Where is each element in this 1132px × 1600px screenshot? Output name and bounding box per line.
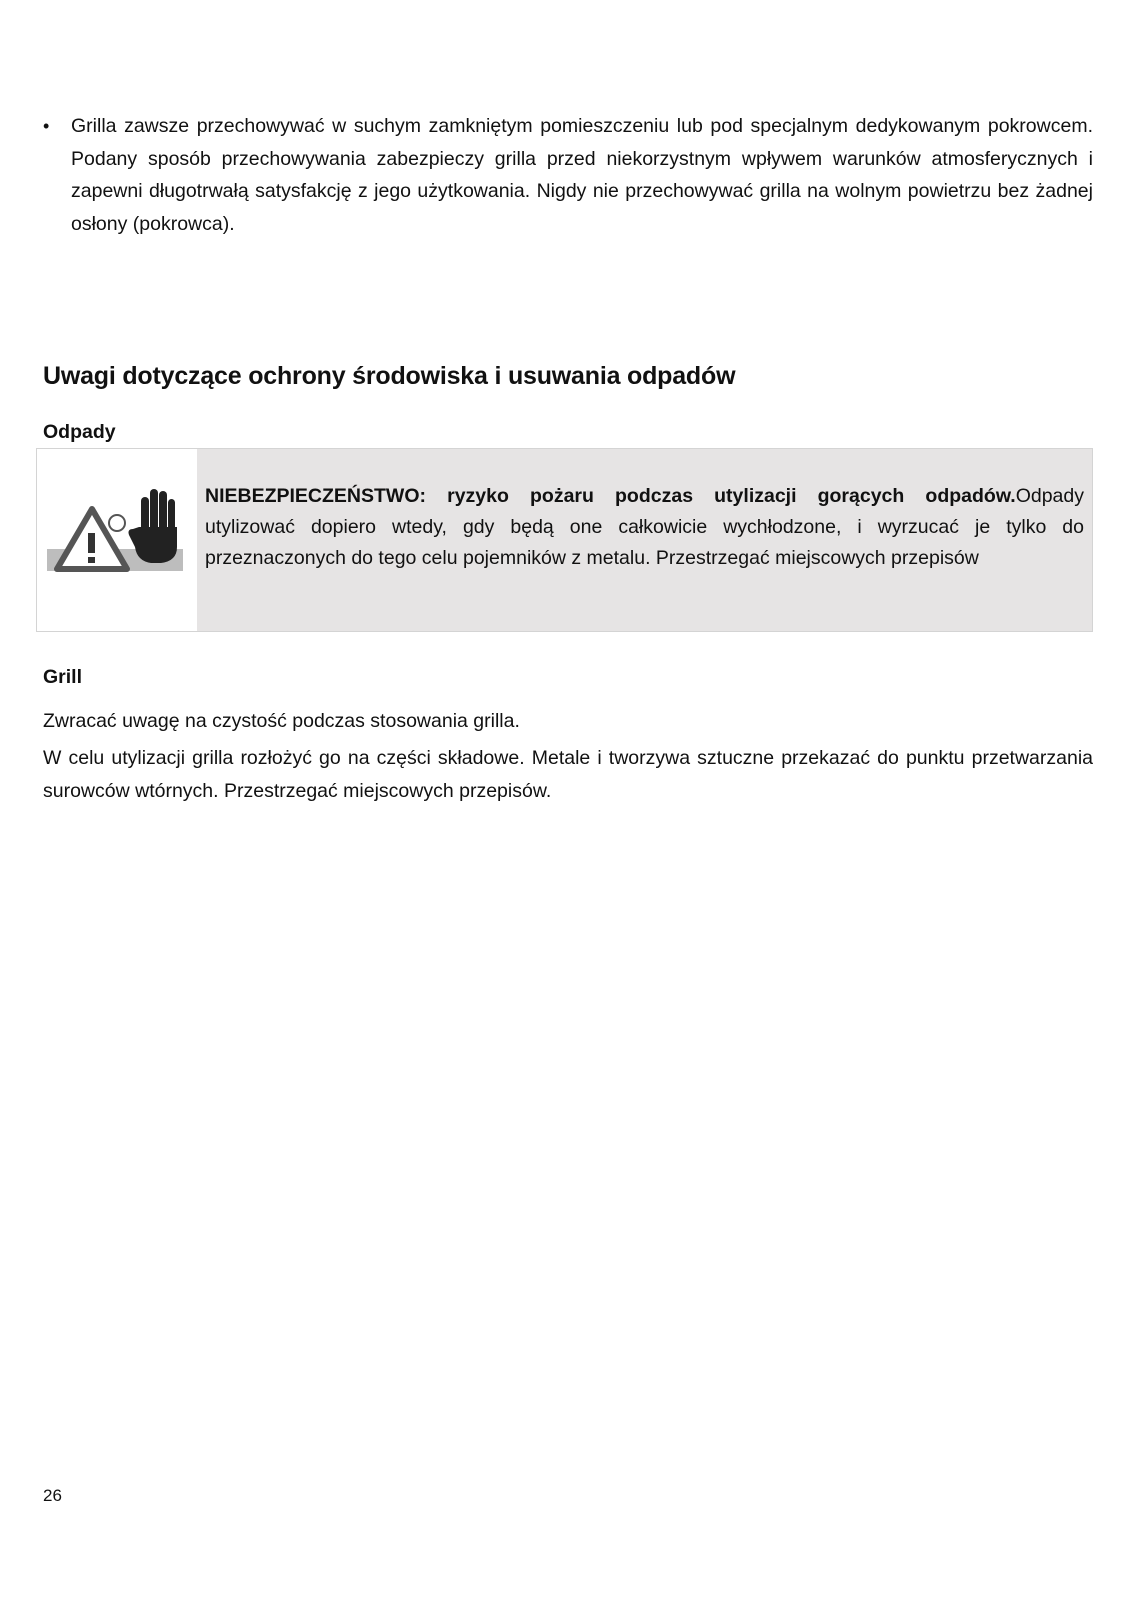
warning-icon-cell — [37, 449, 196, 631]
grill-paragraph-2: W celu utylizacji grilla rozłożyć go na części składowe. Metale i tworzywa sztuczne przekazać do punktu przetwarzania surowców wtórnych. Przestrzegać miejscowych przepisów. — [43, 747, 1093, 802]
bullet-symbol: • — [43, 116, 50, 136]
storage-bullet-list — [43, 110, 1093, 240]
warning-box — [36, 448, 1093, 632]
warning-body-text: Odpady utylizować dopiero wtedy, gdy będą one całkowicie wychłodzone, i wyrzucać je tylko do przeznaczonych do tego celu pojemników z metalu. Przestrzegać miejscowych przepisów — [205, 485, 1084, 569]
grill-heading: Grill — [43, 666, 83, 688]
stop-hand-warning-icon — [37, 449, 196, 631]
section-title: Uwagi dotyczące ochrony środowiska i usuwania odpadów — [43, 362, 736, 390]
list-item — [43, 110, 1093, 240]
warning-text-cell — [197, 449, 1092, 631]
warning-text — [205, 481, 1084, 574]
grill-paragraph-1: Zwracać uwagę na czystość podczas stosowania grilla. — [43, 710, 520, 732]
warning-bold-text: NIEBEZPIECZEŃSTWO: ryzyko pożaru podczas utylizacji gorących odpadów. — [205, 485, 1016, 507]
bullet-text: Grilla zawsze przechowywać w suchym zamkniętym pomieszczeniu lub pod specjalnym dedykowanym pokrowcem. Podany sposób przechowywania zabezpieczy grilla przed niekorzystnym wpływem warunków atmosferycznych i zapewni długotrwałą satysfakcję z jego użytkowania. Nigdy nie przechowywać grilla na wolnym powietrzu bez żadnej osłony (pokrowca). — [71, 115, 1093, 235]
page-number: 26 — [43, 1486, 62, 1505]
waste-heading: Odpady — [43, 421, 116, 443]
